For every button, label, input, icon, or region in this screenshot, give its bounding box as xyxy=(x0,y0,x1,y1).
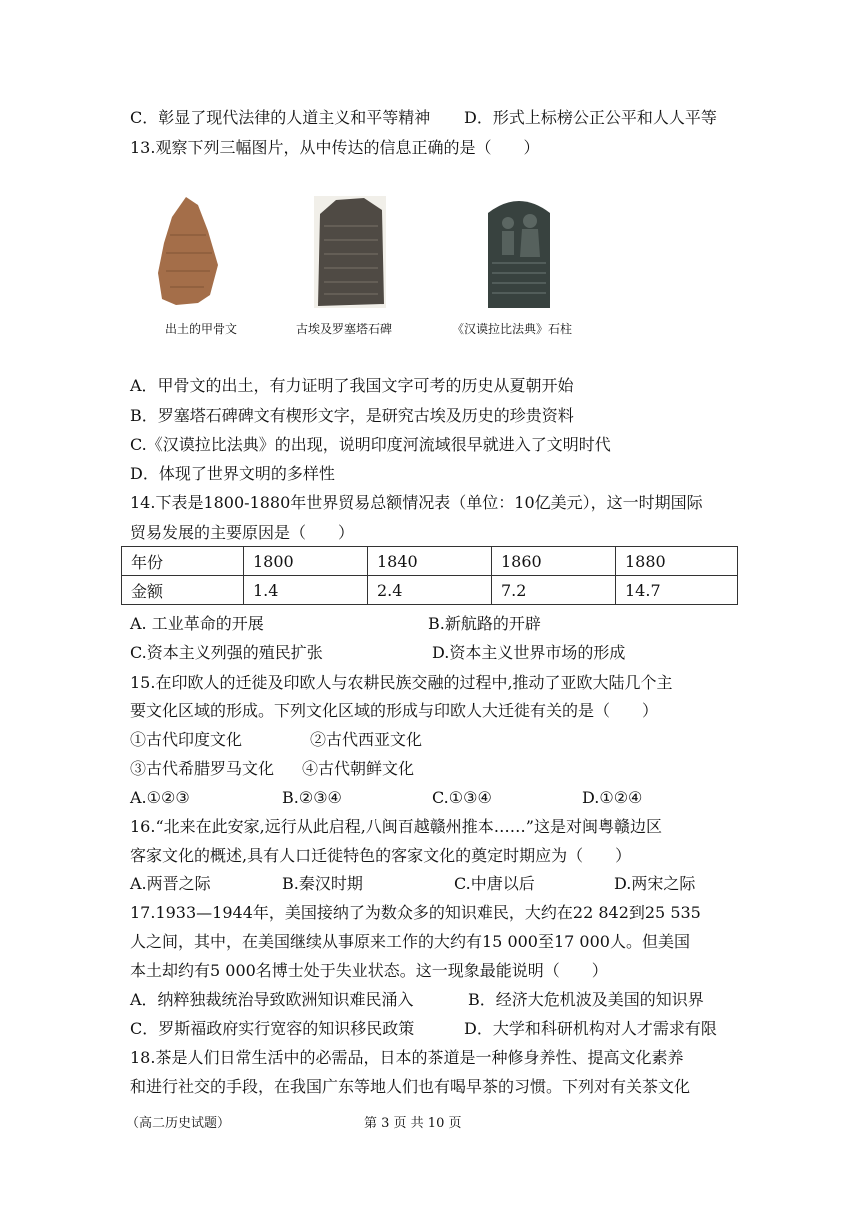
q13-option-b: B．罗塞塔石碑碑文有楔形文字，是研究古埃及历史的珍贵资料 xyxy=(130,406,574,425)
q14-option-c: C.资本主义列强的殖民扩张 xyxy=(130,643,323,662)
rosetta-stone-image xyxy=(314,196,386,308)
q16-stem-line1: 16.“北来在此安家,远行从此启程,八闽百越赣州推本……”这是对闽粤赣边区 xyxy=(130,817,662,836)
table-cell: 金额 xyxy=(122,576,244,605)
q18-stem-line1: 18.茶是人们日常生活中的必需品，日本的茶道是一种修身养性、提高文化素养 xyxy=(130,1048,684,1067)
q13-option-c: C.《汉谟拉比法典》的出现，说明印度河流域很早就进入了文明时代 xyxy=(130,435,611,454)
q18-stem-line2: 和进行社交的手段，在我国广东等地人们也有喝早茶的习惯。下列对有关茶文化 xyxy=(130,1077,691,1096)
q15-option-a: A.①②③ xyxy=(130,788,190,807)
q15-stem-line2: 要文化区域的形成。下列文化区域的形成与印欧人大迁徙有关的是（ ） xyxy=(130,701,659,720)
footer-page-number: 第 3 页 共 10 页 xyxy=(364,1116,462,1131)
q15-stem-line1: 15.在印欧人的迁徙及印欧人与农耕民族交融的过程中,推动了亚欧大陆几个主 xyxy=(130,673,673,692)
q16-stem-line2: 客家文化的概述,具有人口迁徙特色的客家文化的奠定时期应为（ ） xyxy=(130,846,632,865)
q12-option-d: D．形式上标榜公正公平和人人平等 xyxy=(464,108,717,127)
q17-option-b: B．经济大危机波及美国的知识界 xyxy=(468,990,704,1009)
caption-rosetta-stone: 古埃及罗塞塔石碑 xyxy=(296,322,393,336)
q17-option-c: C．罗斯福政府实行宽容的知识移民政策 xyxy=(130,1019,415,1038)
q14-option-a: A. 工业革命的开展 xyxy=(130,614,264,633)
q17-option-d: D．大学和科研机构对人才需求有限 xyxy=(464,1019,717,1038)
table-cell: 1.4 xyxy=(244,576,368,605)
table-cell: 1800 xyxy=(244,547,368,576)
q15-option-d: D.①②④ xyxy=(582,788,643,807)
q16-option-b: B.秦汉时期 xyxy=(282,874,363,893)
footer-subject: （高二历史试题） xyxy=(126,1116,231,1131)
table-cell: 1880 xyxy=(616,547,738,576)
q16-option-d: D.两宋之际 xyxy=(614,874,696,893)
q14-stem-line2: 贸易发展的主要原因是（ ） xyxy=(130,523,355,542)
q15-item-1: ①古代印度文化 xyxy=(130,730,243,749)
q16-option-a: A.两晋之际 xyxy=(130,874,211,893)
table-cell: 14.7 xyxy=(616,576,738,605)
table-cell: 年份 xyxy=(122,547,244,576)
q17-stem-line3: 本土却约有5 000名博士处于失业状态。这一现象最能说明（ ） xyxy=(130,961,608,980)
q14-stem-line1: 14.下表是1800-1880年世界贸易总额情况表（单位：10亿美元），这一时期国际 xyxy=(130,493,703,512)
caption-oracle-bone: 出土的甲骨文 xyxy=(165,322,238,336)
q13-stem: 13.观察下列三幅图片，从中传达的信息正确的是（ ） xyxy=(130,138,540,157)
oracle-bone-image xyxy=(158,195,220,307)
q15-option-c: C.①③④ xyxy=(432,788,492,807)
q17-option-a: A．纳粹独裁统治导致欧洲知识难民涌入 xyxy=(130,990,414,1009)
q13-option-a: A．甲骨文的出土，有力证明了我国文字可考的历史从夏朝开始 xyxy=(130,376,574,395)
hammurabi-stele-image xyxy=(484,193,554,308)
table-cell: 1860 xyxy=(492,547,616,576)
table-row xyxy=(122,547,738,576)
table-cell: 7.2 xyxy=(492,576,616,605)
q14-option-b: B.新航路的开辟 xyxy=(428,614,541,633)
table-row xyxy=(122,576,738,605)
q15-item-2: ②古代西亚文化 xyxy=(310,730,423,749)
q13-option-d: D．体现了世界文明的多样性 xyxy=(130,464,335,483)
q16-option-c: C.中唐以后 xyxy=(454,874,535,893)
table-cell: 2.4 xyxy=(368,576,492,605)
caption-hammurabi-stele: 《汉谟拉比法典》石柱 xyxy=(452,322,573,336)
q12-option-c: C．彰显了现代法律的人道主义和平等精神 xyxy=(130,108,431,127)
q15-item-4: ④古代朝鲜文化 xyxy=(302,759,415,778)
trade-table xyxy=(121,546,738,605)
table-cell: 1840 xyxy=(368,547,492,576)
q17-stem-line2: 人之间，其中，在美国继续从事原来工作的大约有15 000至17 000人。但美国 xyxy=(130,932,690,951)
q14-option-d: D.资本主义世界市场的形成 xyxy=(432,643,626,662)
q15-option-b: B.②③④ xyxy=(282,788,342,807)
q17-stem-line1: 17.1933—1944年，美国接纳了为数众多的知识难民，大约在22 842到25 535 xyxy=(130,903,701,922)
q15-item-3: ③古代希腊罗马文化 xyxy=(130,759,275,778)
